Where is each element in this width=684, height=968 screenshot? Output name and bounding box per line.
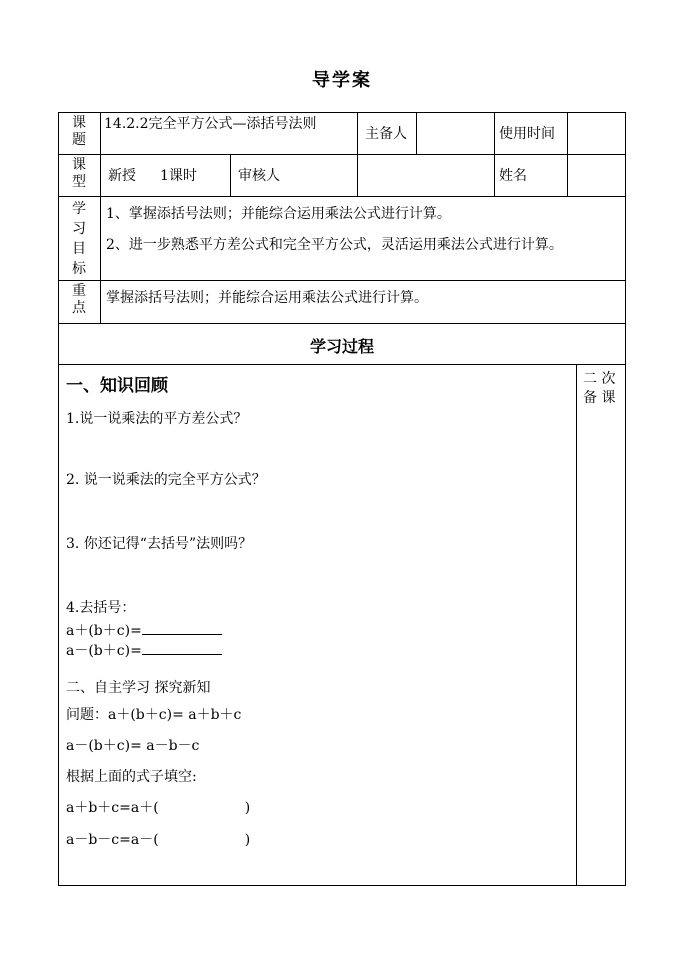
table-border-bottom <box>58 885 626 886</box>
row-divider <box>58 323 626 324</box>
problem-line2: a－(b＋c)= a－b－c <box>66 738 200 754</box>
topic-label: 课题 <box>72 115 86 148</box>
side-label-line1: 二 次 <box>583 371 616 387</box>
question-4-expression2: a－(b＋c)= <box>66 643 142 659</box>
goals-label: 学习目标 <box>72 201 86 277</box>
row-divider <box>58 154 626 155</box>
hours-value: 1课时 <box>160 168 197 184</box>
topic-value: 14.2.2完全平方公式—添括号法则 <box>104 116 317 132</box>
row-divider <box>58 280 626 281</box>
problem-line1: 问题：a＋(b＋c)= a＋b＋c <box>66 707 242 723</box>
fill-item-2 <box>66 831 250 849</box>
type-label: 课型 <box>72 157 86 190</box>
row-divider <box>58 364 626 365</box>
time-label: 使用时间 <box>499 126 555 142</box>
document-title: 导学案 <box>312 70 372 91</box>
row-divider <box>58 196 626 197</box>
goal-item-1: 1、掌握添括号法则；并能综合运用乘法公式进行计算。 <box>106 206 451 222</box>
part2-title: 二、自主学习 探究新知 <box>66 680 211 696</box>
column-divider <box>416 112 417 154</box>
question-4-expression1: a＋(b＋c)= <box>66 623 142 639</box>
preparer-label: 主备人 <box>365 126 407 142</box>
column-divider <box>494 112 495 196</box>
process-heading: 学习过程 <box>309 337 374 356</box>
question-4-line1 <box>66 620 222 640</box>
fill-item-2-end: ) <box>244 832 251 848</box>
reviewer-label: 审核人 <box>238 168 280 184</box>
name-label: 姓名 <box>499 168 527 184</box>
side-label-line2: 备 课 <box>583 390 616 406</box>
side-column-divider <box>576 364 577 885</box>
goal-item-2: 2、进一步熟悉平方差公式和完全平方公式，灵活运用乘法公式进行计算。 <box>106 237 563 253</box>
column-divider <box>567 112 568 196</box>
fill-prompt: 根据上面的式子填空: <box>66 769 197 785</box>
type-value: 新授 <box>108 168 136 184</box>
table-border-top <box>58 112 626 113</box>
fill-item-1-start: a＋b＋c=a＋( <box>66 800 159 816</box>
question-2: 2. 说一说乘法的完全平方公式？ <box>66 472 266 488</box>
question-4-title: 4.去括号： <box>66 600 136 616</box>
keypoint-label: 重点 <box>72 283 86 316</box>
fill-item-1 <box>66 799 250 817</box>
keypoint-text: 掌握添括号法则；并能综合运用乘法公式进行计算。 <box>106 290 428 306</box>
column-divider <box>230 154 231 196</box>
fill-item-1-end: ) <box>244 800 251 816</box>
question-1: 1.说一说乘法的平方差公式？ <box>66 411 248 427</box>
table-border-left <box>58 112 59 886</box>
label-column-divider <box>100 112 101 323</box>
answer-blank[interactable] <box>142 620 222 635</box>
answer-blank[interactable] <box>142 640 222 655</box>
column-divider <box>357 112 358 196</box>
part1-title: 一、知识回顾 <box>66 376 168 396</box>
question-4-line2 <box>66 640 222 660</box>
question-3: 3. 你还记得“去括号”法则吗？ <box>66 536 253 552</box>
lesson-plan-table <box>58 112 626 886</box>
fill-item-2-start: a－b－c=a－( <box>66 832 159 848</box>
table-border-right <box>625 112 626 886</box>
